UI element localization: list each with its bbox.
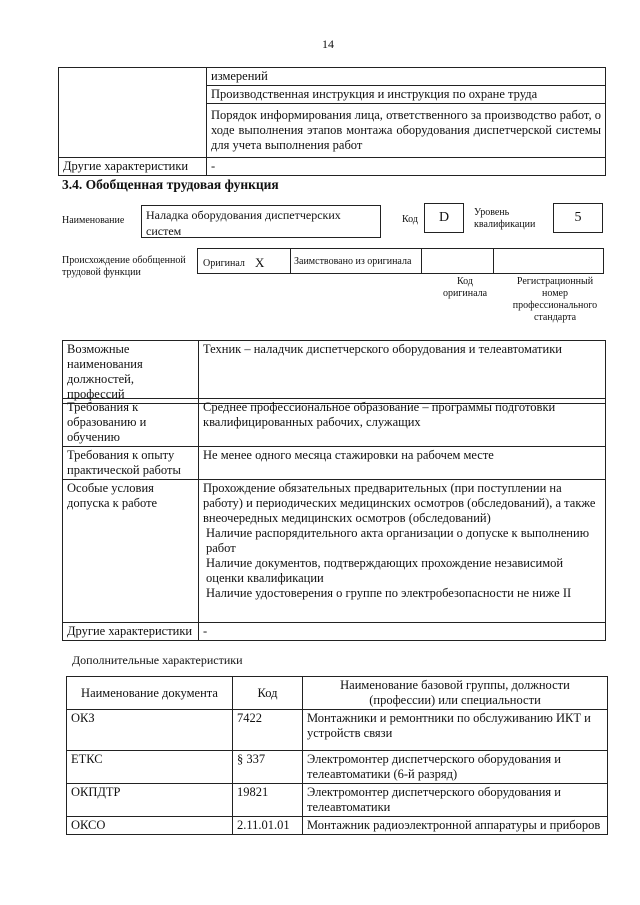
table-cell: Монтажник радиоэлектронной аппаратуры и приборов <box>303 817 608 835</box>
table-row <box>59 68 606 86</box>
table-row <box>63 480 606 623</box>
table-row <box>67 751 608 784</box>
name-label: Наименование <box>62 215 125 226</box>
table-row <box>63 623 606 641</box>
other-value: - <box>207 158 606 176</box>
table-cell: Порядок информирования лица, ответственного за производство работ, о ходе выполнения этапов монтажа оборудования диспетчерской системы для учета выполнения работ <box>207 104 606 158</box>
other-label: Другие характеристики <box>59 158 207 176</box>
header-cell: Наименование документа <box>67 677 233 710</box>
edu-label: Требования к образованию и обучению <box>63 399 199 447</box>
table-cell: Производственная инструкция и инструкция по охране труда <box>207 86 606 104</box>
page-number: 14 <box>322 37 334 51</box>
table-row <box>63 341 606 404</box>
table-cell: ОКПДТР <box>67 784 233 817</box>
name-value: Наладка оборудования диспетчерских систем <box>141 205 381 238</box>
reg-number-label: Регистрационный номер профессионального стандарта <box>512 276 598 323</box>
empty-cell <box>59 68 207 158</box>
original-mark: X <box>255 255 265 270</box>
exp-value: Не менее одного месяца стажировки на рабочем месте <box>199 447 606 480</box>
edu-value: Среднее профессиональное образование – программы подготовки квалифицированных рабочих, служащих <box>199 399 606 447</box>
table-row <box>59 158 606 176</box>
original-label: Оригинал <box>203 258 245 269</box>
table-cell: Электромонтер диспетчерского оборудования и телеавтоматики (6-й разряд) <box>303 751 608 784</box>
table-row <box>63 399 606 447</box>
table-cell: ОКЗ <box>67 710 233 751</box>
table-cell: ОКСО <box>67 817 233 835</box>
positions-label: Возможные наименования должностей, профессий <box>63 341 199 404</box>
positions-table <box>62 340 606 404</box>
requirements-table <box>62 398 606 641</box>
level-label: Уровень квалификации <box>474 207 536 230</box>
table-cell: § 337 <box>233 751 303 784</box>
divider <box>290 248 291 274</box>
special-item: Наличие документов, подтверждающих прохождение независимой оценки квалификации <box>206 556 564 585</box>
table-cell: измерений <box>207 68 606 86</box>
top-table <box>58 67 606 176</box>
exp-label: Требования к опыту практической работы <box>63 447 199 480</box>
table-row <box>63 447 606 480</box>
special-item: Наличие распорядительного акта организации о допуске к выполнению работ <box>206 526 590 555</box>
table-row <box>67 710 608 751</box>
divider <box>493 248 494 274</box>
table-cell: 7422 <box>233 710 303 751</box>
table-cell: ЕТКС <box>67 751 233 784</box>
other-label: Другие характеристики <box>63 623 199 641</box>
origin-label: Происхождение обобщенной трудовой функции <box>62 255 186 278</box>
special-label: Особые условия допуска к работе <box>63 480 199 623</box>
table-cell: 19821 <box>233 784 303 817</box>
additional-title: Дополнительные характеристики <box>72 653 243 667</box>
table-header-row <box>67 677 608 710</box>
table-cell: Монтажники и ремонтники по обслуживанию ИКТ и устройств связи <box>303 710 608 751</box>
divider <box>421 248 422 274</box>
code-original-label: Код оригинала <box>442 276 488 299</box>
header-cell: Наименование базовой группы, должности (профессии) или специальности <box>303 677 608 710</box>
borrowed-label: Заимствовано из оригинала <box>294 256 412 267</box>
section-title: 3.4. Обобщенная трудовая функция <box>62 177 279 192</box>
code-label: Код <box>402 214 418 225</box>
table-cell: 2.11.01.01 <box>233 817 303 835</box>
header-cell: Код <box>233 677 303 710</box>
special-item: Прохождение обязательных предварительных (при поступлении на работу) и периодических медицинских осмотров (обследований), а также внеочередных медицинских осмотров (обследований) <box>203 481 596 525</box>
special-item: Наличие удостоверения о группе по электробезопасности не ниже II <box>206 586 572 600</box>
code-value: D <box>424 203 464 233</box>
level-value: 5 <box>553 203 603 233</box>
other-value: - <box>199 623 606 641</box>
table-cell: Электромонтер диспетчерского оборудования и телеавтоматики <box>303 784 608 817</box>
table-row <box>67 817 608 835</box>
table-row <box>67 784 608 817</box>
positions-value: Техник – наладчик диспетчерского оборудования и телеавтоматики <box>199 341 606 404</box>
doc-table <box>66 676 608 835</box>
special-value <box>199 480 606 623</box>
